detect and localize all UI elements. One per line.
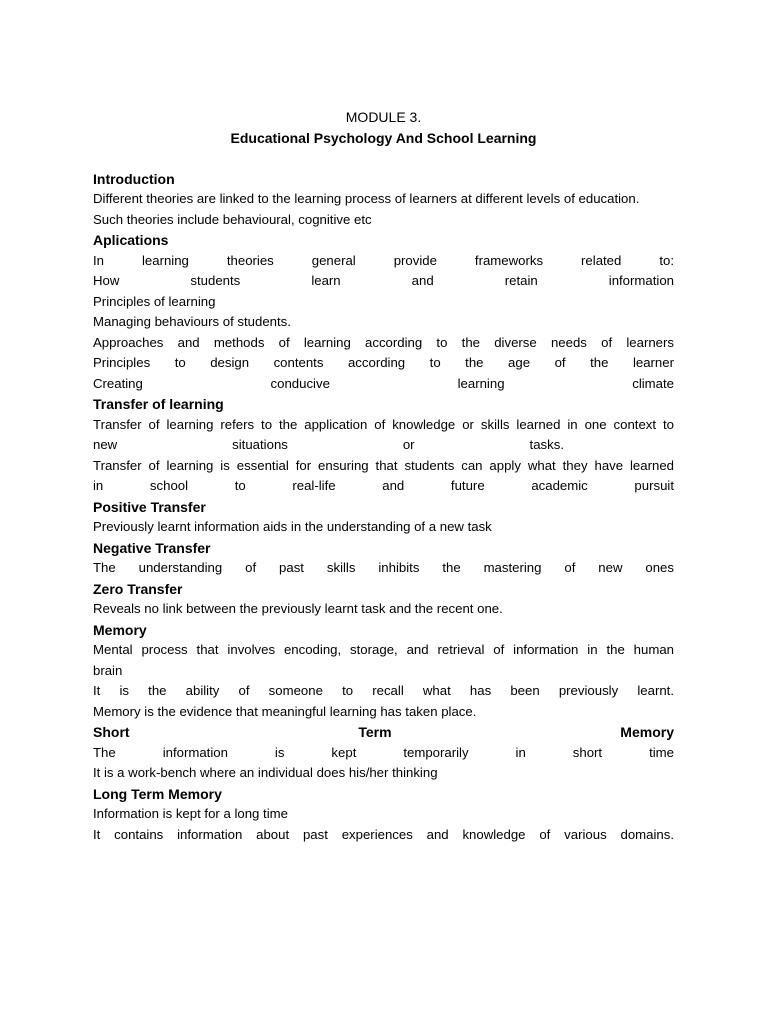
intro-paragraph-1: Different theories are linked to the learning process of learners at different levels of education. bbox=[93, 191, 640, 206]
memory-line-1: Mental process that involves encoding, storage, and retrieval of information in the human bbox=[93, 642, 674, 657]
memory-line-3: It is the ability of someone to recall what has been previously learnt. bbox=[93, 683, 674, 698]
heading-transfer-of-learning: Transfer of learning bbox=[93, 396, 224, 412]
heading-memory: Memory bbox=[93, 621, 147, 638]
spacer bbox=[93, 148, 674, 169]
long-term-line-1: Information is kept for a long time bbox=[93, 806, 288, 821]
heading-zero-transfer: Zero Transfer bbox=[93, 580, 183, 597]
heading-introduction: Introduction bbox=[93, 170, 175, 187]
transfer-line-2: new situations or tasks. bbox=[93, 437, 564, 452]
memory-line-2: brain bbox=[93, 662, 123, 678]
zero-transfer-line-1: Reveals no link between the previously learnt task and the recent one. bbox=[93, 601, 503, 616]
transfer-line-4: in school to real-life and future academic pursuit bbox=[93, 478, 674, 493]
applications-line-7: Creating conducive learning climate bbox=[93, 375, 674, 391]
short-term-line-2: It is a work-bench where an individual does his/her thinking bbox=[93, 765, 438, 780]
memory-line-4: Memory is the evidence that meaningful learning has taken place. bbox=[93, 703, 477, 719]
applications-line-6: Principles to design contents according to the age of the learner bbox=[93, 355, 674, 370]
positive-transfer-line-1: Previously learnt information aids in the understanding of a new task bbox=[93, 519, 492, 534]
transfer-line-1: Transfer of learning refers to the application of knowledge or skills learned in one context to bbox=[93, 416, 674, 432]
transfer-line-3: Transfer of learning is essential for ensuring that students can apply what they have learned bbox=[93, 457, 674, 473]
applications-line-2: How students learn and retain information bbox=[93, 273, 674, 288]
applications-line-4: Managing behaviours of students. bbox=[93, 314, 291, 329]
negative-transfer-line-1: The understanding of past skills inhibits the mastering of new ones bbox=[93, 560, 674, 575]
heading-applications: Aplications bbox=[93, 232, 169, 248]
applications-line-5: Approaches and methods of learning according to the diverse needs of learners bbox=[93, 334, 674, 350]
heading-negative-transfer: Negative Transfer bbox=[93, 539, 211, 556]
applications-line-3: Principles of learning bbox=[93, 293, 216, 309]
intro-paragraph-2: Such theories include behavioural, cognitive etc bbox=[93, 211, 372, 227]
document-title: Educational Psychology And School Learning bbox=[230, 129, 537, 146]
heading-positive-transfer: Positive Transfer bbox=[93, 498, 206, 515]
heading-long-term-memory: Long Term Memory bbox=[93, 785, 222, 802]
module-number: MODULE 3. bbox=[345, 109, 422, 125]
heading-short-term-memory: Short Term Memory bbox=[93, 724, 674, 740]
long-term-line-2: It contains information about past experiences and knowledge of various domains. bbox=[93, 826, 674, 842]
document-page bbox=[93, 107, 674, 845]
short-term-line-1: The information is kept temporarily in short time bbox=[93, 744, 674, 760]
applications-line-1: In learning theories general provide frameworks related to: bbox=[93, 252, 674, 268]
